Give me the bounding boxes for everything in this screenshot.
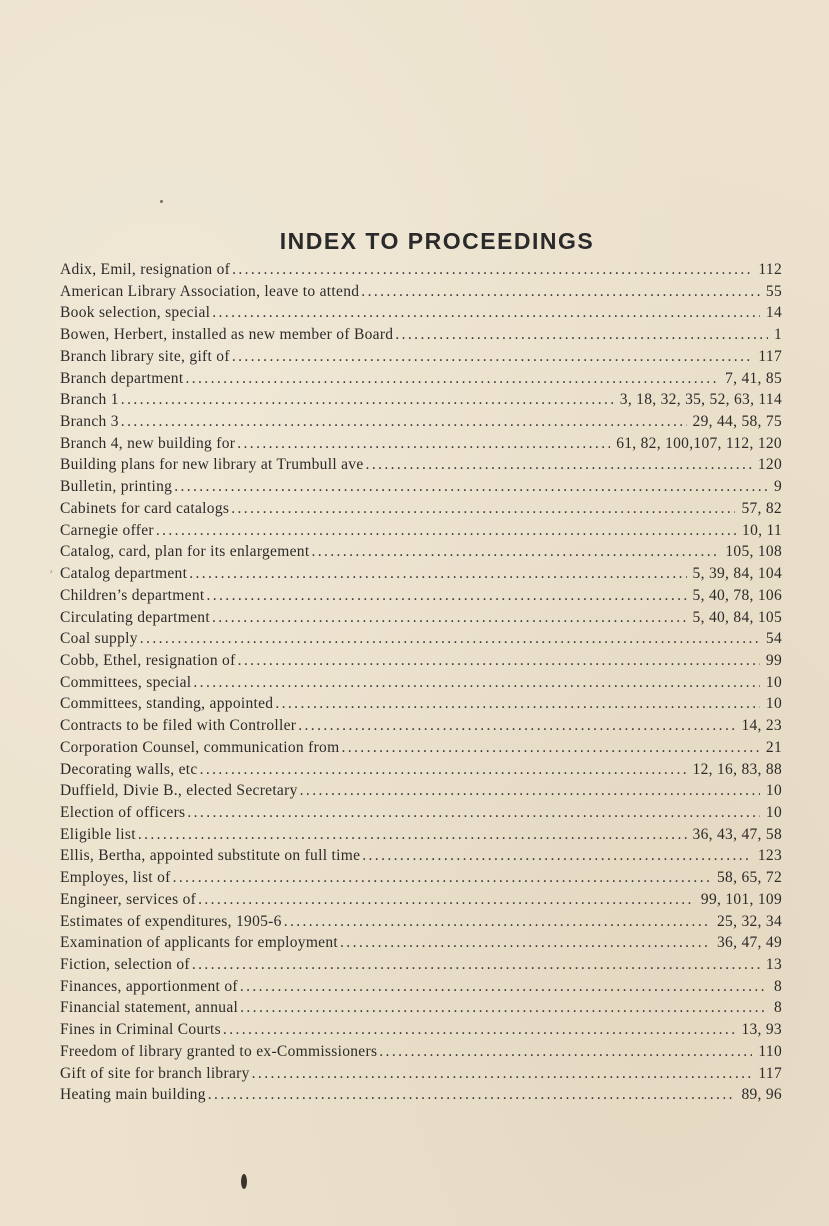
index-entry xyxy=(60,717,782,739)
index-entry xyxy=(60,956,782,978)
entry-page-numbers: 14 xyxy=(765,304,782,322)
entry-label: Bulletin, printing xyxy=(60,478,173,496)
entry-label: Employes, list of xyxy=(60,869,171,887)
dot-leader xyxy=(156,522,736,540)
entry-label: Heating main building xyxy=(60,1086,206,1104)
dot-leader xyxy=(232,348,753,366)
dot-leader xyxy=(341,739,759,757)
entry-label: Coal supply xyxy=(60,630,138,648)
entry-page-numbers: 5, 40, 78, 106 xyxy=(692,586,782,604)
entry-label: Duffield, Divie B., elected Secretary xyxy=(60,782,298,800)
entry-page-numbers: 99 xyxy=(765,651,782,669)
index-entry xyxy=(60,1065,782,1087)
entry-label: Cabinets for card catalogs xyxy=(60,499,230,517)
entry-page-numbers: 5, 40, 84, 105 xyxy=(692,608,782,626)
entry-page-numbers: 105, 108 xyxy=(725,543,782,561)
margin-mark: ′ xyxy=(50,567,53,581)
index-entry xyxy=(60,500,782,522)
dot-leader xyxy=(232,261,752,279)
dot-leader xyxy=(185,370,719,388)
entry-label: Election of officers xyxy=(60,803,186,821)
dot-leader xyxy=(379,1043,752,1061)
entry-label: Children’s department xyxy=(60,586,205,604)
index-entry xyxy=(60,739,782,761)
dot-leader xyxy=(240,978,768,996)
dot-leader xyxy=(121,413,687,431)
dot-leader xyxy=(140,630,760,648)
dot-leader xyxy=(200,761,687,779)
entry-page-numbers: 29, 44, 58, 75 xyxy=(692,413,782,431)
index-entry xyxy=(60,978,782,1000)
entry-label: Fines in Criminal Courts xyxy=(60,1021,221,1039)
entry-label: Carnegie offer xyxy=(60,521,154,539)
index-entry xyxy=(60,934,782,956)
entry-page-numbers: 36, 47, 49 xyxy=(717,934,782,952)
dot-leader xyxy=(193,674,759,692)
entry-label: Branch library site, gift of xyxy=(60,347,230,365)
index-entry xyxy=(60,652,782,674)
index-entry xyxy=(60,435,782,457)
index-entry xyxy=(60,891,782,913)
dot-leader xyxy=(189,565,686,583)
dot-leader xyxy=(311,543,719,561)
index-entry xyxy=(60,370,782,392)
dot-leader xyxy=(238,652,760,670)
dot-leader xyxy=(362,847,752,865)
index-entry xyxy=(60,804,782,826)
dot-leader xyxy=(223,1021,736,1039)
entry-page-numbers: 117 xyxy=(758,1064,782,1082)
entry-page-numbers: 9 xyxy=(773,478,782,496)
index-list xyxy=(60,261,782,1108)
entry-page-numbers: 7, 41, 85 xyxy=(725,369,782,387)
dot-leader xyxy=(395,326,768,344)
entry-label: Catalog department xyxy=(60,565,188,583)
index-entry xyxy=(60,348,782,370)
dot-leader xyxy=(138,826,687,844)
dot-leader xyxy=(361,283,760,301)
entry-label: Branch 4, new building for xyxy=(60,434,236,452)
dot-leader xyxy=(174,478,768,496)
paper-speck xyxy=(160,200,163,203)
entry-label: Cobb, Ethel, resignation of xyxy=(60,651,236,669)
index-entry xyxy=(60,761,782,783)
entry-label: Engineer, services of xyxy=(60,890,197,908)
dot-leader xyxy=(206,587,686,605)
index-entry xyxy=(60,304,782,326)
entry-label: Branch department xyxy=(60,369,184,387)
entry-page-numbers: 10 xyxy=(765,782,782,800)
index-entry xyxy=(60,782,782,804)
entry-label: Finances, apportionment of xyxy=(60,977,238,995)
entry-page-numbers: 14, 23 xyxy=(741,717,782,735)
dot-leader xyxy=(121,391,614,409)
entry-page-numbers: 99, 101, 109 xyxy=(700,890,782,908)
index-entry xyxy=(60,261,782,283)
entry-label: Committees, special xyxy=(60,673,192,691)
index-entry xyxy=(60,847,782,869)
dot-leader xyxy=(252,1065,753,1083)
entry-label: Financial statement, annual xyxy=(60,999,239,1017)
entry-label: Committees, standing, appointed xyxy=(60,695,274,713)
index-entry xyxy=(60,456,782,478)
entry-label: Branch 3 xyxy=(60,413,119,431)
dot-leader xyxy=(212,304,760,322)
entry-page-numbers: 110 xyxy=(758,1042,782,1060)
index-entry xyxy=(60,391,782,413)
index-entry xyxy=(60,913,782,935)
entry-label: Corporation Counsel, communication from xyxy=(60,738,340,756)
ink-blot xyxy=(241,1174,247,1189)
dot-leader xyxy=(340,934,711,952)
entry-label: Freedom of library granted to ex-Commissioners xyxy=(60,1042,378,1060)
index-entry xyxy=(60,609,782,631)
entry-label: Adix, Emil, resignation of xyxy=(60,261,231,278)
entry-page-numbers: 123 xyxy=(757,847,782,865)
entry-label: Catalog, card, plan for its enlargement xyxy=(60,543,310,561)
entry-label: Fiction, selection of xyxy=(60,956,190,973)
dot-leader xyxy=(173,869,711,887)
entry-page-numbers: 61, 82, 100,107, 112, 120 xyxy=(616,434,782,452)
dot-leader xyxy=(284,913,711,931)
entry-page-numbers: 10 xyxy=(765,695,782,713)
entry-label: Estimates of expenditures, 1905-6 xyxy=(60,912,282,930)
entry-label: Eligible list xyxy=(60,825,136,843)
entry-page-numbers: 89, 96 xyxy=(741,1086,782,1104)
index-entry xyxy=(60,1043,782,1065)
dot-leader xyxy=(237,435,610,453)
entry-label: Decorating walls, etc xyxy=(60,760,198,778)
entry-page-numbers: 5, 39, 84, 104 xyxy=(692,565,782,583)
entry-page-numbers: 120 xyxy=(757,456,782,474)
entry-label: Contracts to be filed with Controller xyxy=(60,717,297,735)
entry-page-numbers: 58, 65, 72 xyxy=(717,869,782,887)
entry-page-numbers: 117 xyxy=(758,347,782,365)
entry-page-numbers: 55 xyxy=(765,282,782,300)
index-entry xyxy=(60,1021,782,1043)
dot-leader xyxy=(187,804,760,822)
entry-label: Bowen, Herbert, installed as new member of Board xyxy=(60,326,394,344)
entry-page-numbers: 12, 16, 83, 88 xyxy=(692,760,782,778)
entry-label: Examination of applicants for employment xyxy=(60,934,339,952)
entry-page-numbers: 21 xyxy=(765,738,782,756)
index-entry xyxy=(60,522,782,544)
dot-leader xyxy=(212,609,687,627)
dot-leader xyxy=(298,717,735,735)
index-entry xyxy=(60,1086,782,1108)
index-entry xyxy=(60,283,782,305)
index-entry xyxy=(60,478,782,500)
entry-label: Book selection, special xyxy=(60,304,211,322)
entry-page-numbers: 3, 18, 32, 35, 52, 63, 114 xyxy=(619,391,782,409)
page-title: INDEX TO PROCEEDINGS xyxy=(279,228,595,254)
dot-leader xyxy=(192,956,760,974)
entry-label: Branch 1 xyxy=(60,391,119,409)
dot-leader xyxy=(240,999,768,1017)
index-entry xyxy=(60,695,782,717)
entry-page-numbers: 8 xyxy=(773,977,782,995)
entry-label: Circulating department xyxy=(60,608,210,626)
entry-page-numbers: 112 xyxy=(758,261,782,278)
entry-page-numbers: 25, 32, 34 xyxy=(717,912,782,930)
entry-page-numbers: 13 xyxy=(765,956,782,973)
entry-label: Building plans for new library at Trumbull ave xyxy=(60,456,364,474)
entry-page-numbers: 54 xyxy=(765,630,782,648)
dot-leader xyxy=(208,1086,736,1104)
entry-page-numbers: 36, 43, 47, 58 xyxy=(692,825,782,843)
dot-leader xyxy=(300,782,760,800)
entry-label: Ellis, Bertha, appointed substitute on full time xyxy=(60,847,361,865)
entry-page-numbers: 57, 82 xyxy=(741,499,782,517)
dot-leader xyxy=(366,456,752,474)
index-entry xyxy=(60,630,782,652)
entry-page-numbers: 8 xyxy=(773,999,782,1017)
entry-page-numbers: 10, 11 xyxy=(742,521,782,539)
dot-leader xyxy=(231,500,735,518)
index-entry xyxy=(60,413,782,435)
index-entry xyxy=(60,674,782,696)
index-entry xyxy=(60,826,782,848)
entry-page-numbers: 13, 93 xyxy=(741,1021,782,1039)
entry-page-numbers: 10 xyxy=(765,803,782,821)
index-entry xyxy=(60,999,782,1021)
index-entry xyxy=(60,543,782,565)
entry-page-numbers: 10 xyxy=(765,673,782,691)
entry-label: Gift of site for branch library xyxy=(60,1064,250,1082)
index-entry xyxy=(60,565,782,587)
entry-page-numbers: 1 xyxy=(773,326,782,344)
index-entry xyxy=(60,869,782,891)
dot-leader xyxy=(275,695,760,713)
index-entry xyxy=(60,326,782,348)
index-entry xyxy=(60,587,782,609)
entry-label: American Library Association, leave to attend xyxy=(60,282,360,300)
dot-leader xyxy=(198,891,695,909)
